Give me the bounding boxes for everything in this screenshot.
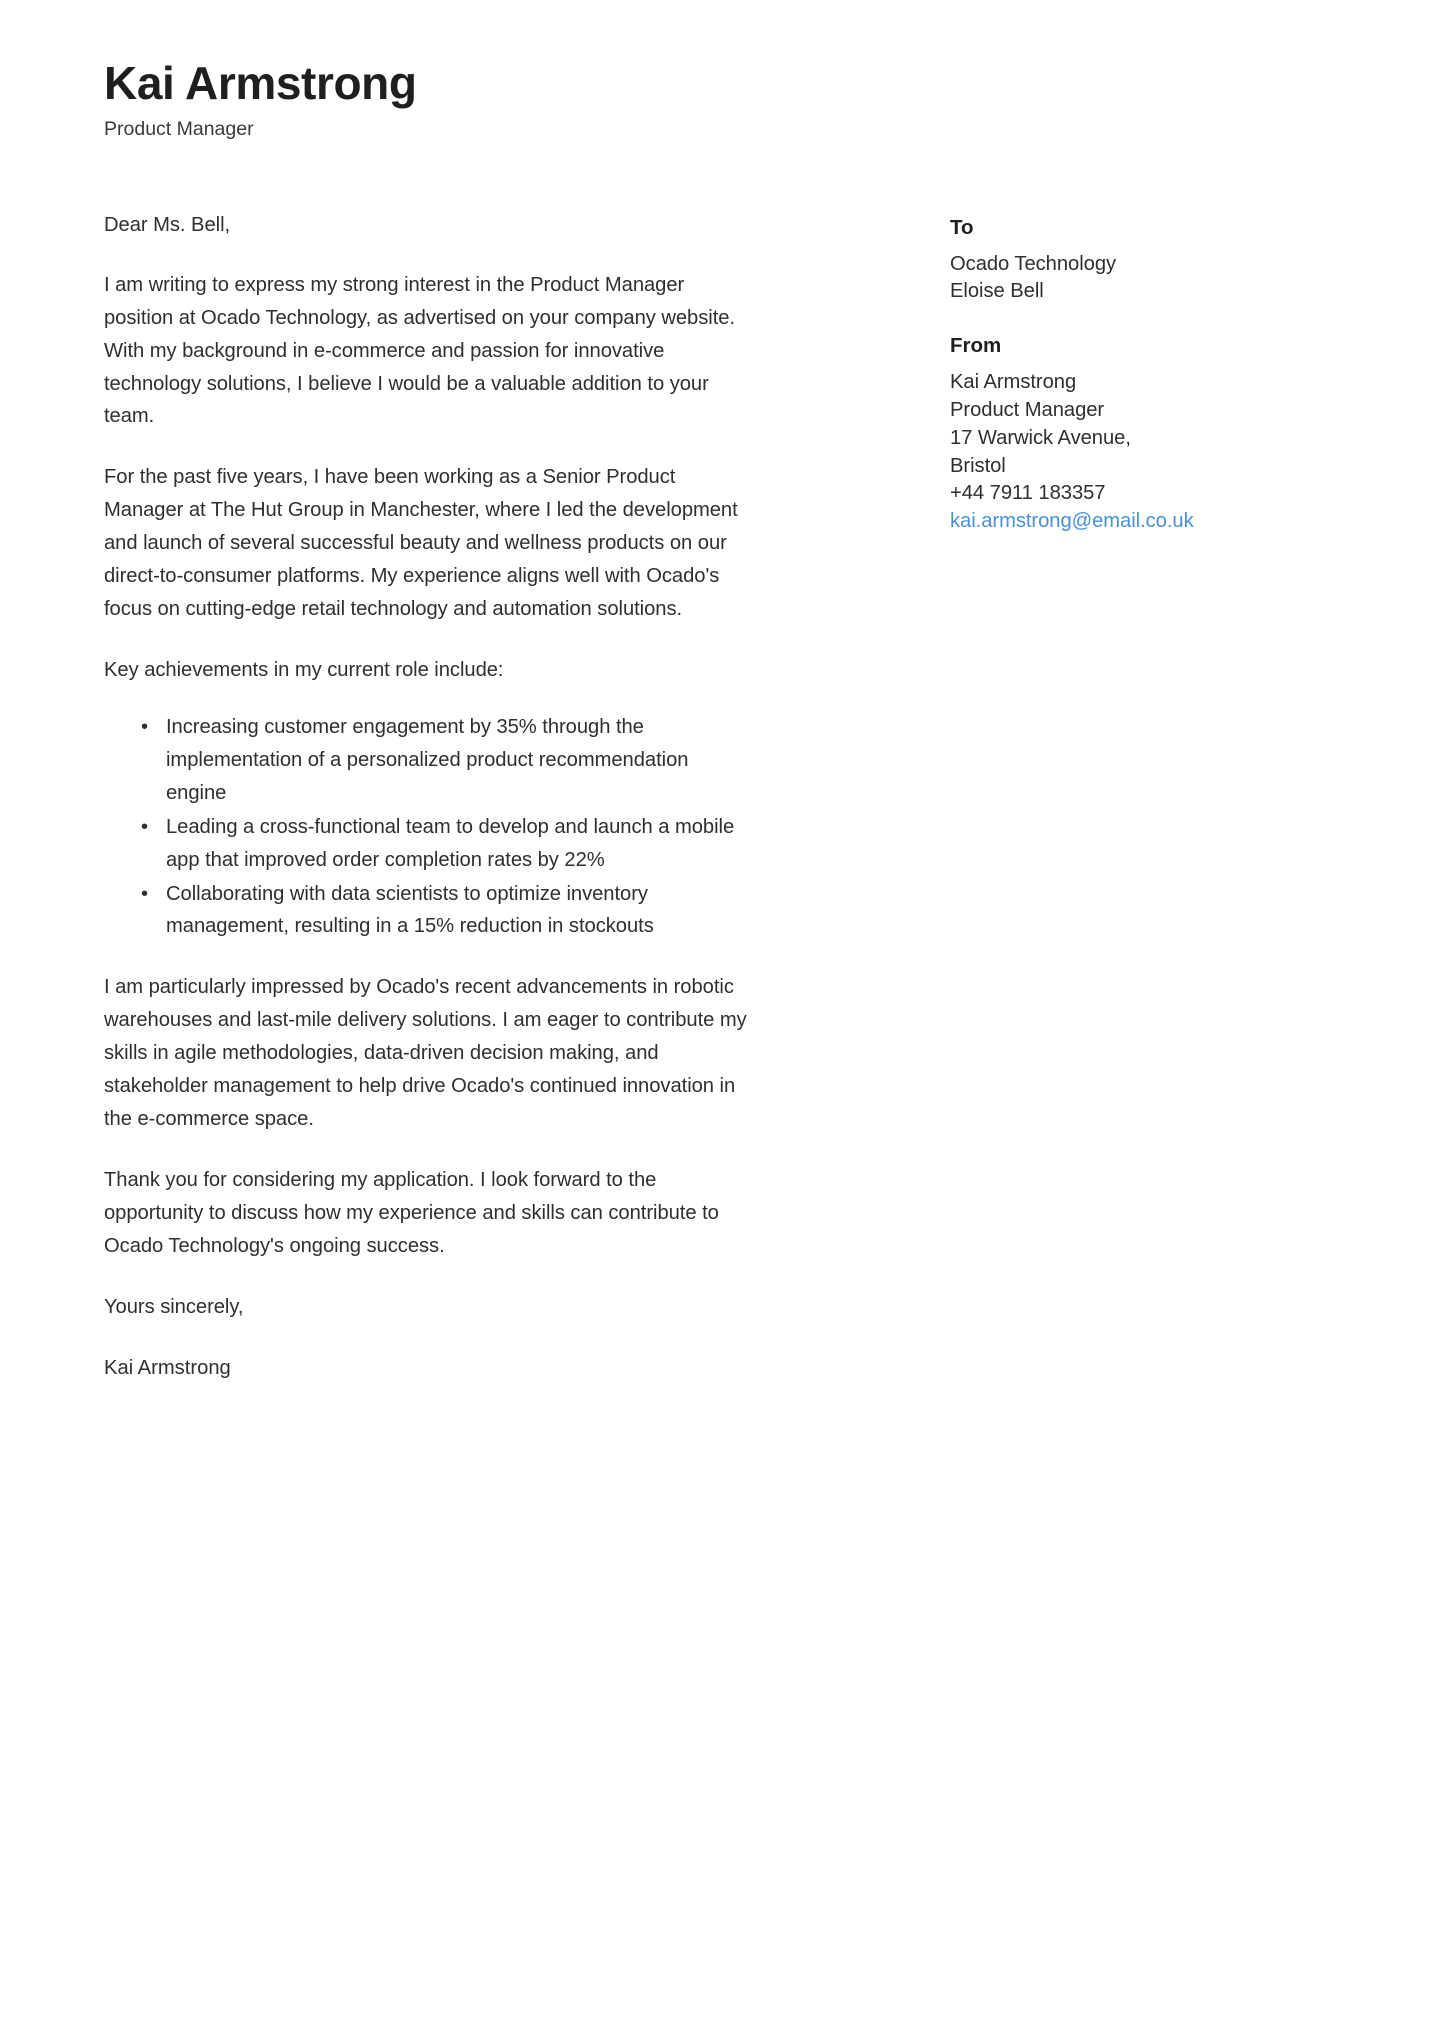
list-item-text: Leading a cross-functional team to develop and launch a mobile app that improved order completion rates by 22% bbox=[166, 815, 735, 871]
achievements-intro: Key achievements in my current role include: bbox=[104, 659, 504, 681]
sender-email-link[interactable]: kai.armstrong@email.co.uk bbox=[950, 510, 1194, 533]
bullet-icon: • bbox=[141, 882, 149, 905]
bullet-icon: • bbox=[141, 815, 149, 838]
sender-heading: From bbox=[950, 334, 1002, 358]
list-item bbox=[135, 878, 749, 944]
paragraph-experience: For the past five years, I have been working as a Senior Product Manager at The Hut Group in Manchester, where I led the development and launch of several successful beauty and wellness products on our direct-to-consumer platforms. My experience aligns well with Ocado's focus on cutting-edge retail technology and automation solutions. bbox=[104, 466, 738, 621]
recipient-company: Ocado Technology bbox=[950, 252, 1117, 275]
paragraph-motivation: I am particularly impressed by Ocado's recent advancements in robotic warehouses and last-mile delivery solutions. I am eager to contribute my skills in agile methodologies, data-driven decision making, and stakeholder management to help drive Ocado's continued innovation in the e-commerce space. bbox=[104, 976, 747, 1131]
header-role: Product Manager bbox=[104, 117, 254, 140]
bullet-icon: • bbox=[141, 715, 149, 738]
list-item-text: Increasing customer engagement by 35% through the implementation of a personalized product recommendation engine bbox=[166, 715, 689, 804]
letter-content bbox=[0, 209, 1440, 1385]
paragraph-intro: I am writing to express my strong interest in the Product Manager position at Ocado Technology, as advertised on your company website. With my background in e-commerce and passion for innovative technology solutions, I believe I would be a valuable addition to your team. bbox=[104, 273, 736, 428]
list-item bbox=[135, 711, 749, 810]
sender-block bbox=[950, 333, 1250, 536]
list-item-text: Collaborating with data scientists to optimize inventory management, resulting in a 15% reduction in stockouts bbox=[166, 882, 654, 938]
page-title: Kai Armstrong bbox=[104, 57, 417, 109]
sender-address-line-2: Bristol bbox=[950, 454, 1006, 477]
closing-salutation: Yours sincerely, bbox=[104, 1295, 244, 1318]
sender-role: Product Manager bbox=[950, 398, 1105, 421]
list-item bbox=[135, 811, 749, 877]
sender-phone: +44 7911 183357 bbox=[950, 482, 1106, 505]
recipient-name: Eloise Bell bbox=[950, 280, 1044, 303]
letter-sidebar bbox=[950, 209, 1250, 563]
salutation: Dear Ms. Bell, bbox=[104, 213, 231, 236]
achievements-list bbox=[104, 711, 749, 943]
paragraph-closing: Thank you for considering my application. I look forward to the opportunity to discuss how my experience and skills can contribute to Ocado Technology's ongoing success. bbox=[104, 1168, 719, 1257]
sender-address-line-1: 17 Warwick Avenue, bbox=[950, 426, 1131, 449]
sender-name: Kai Armstrong bbox=[950, 370, 1077, 393]
letter-header bbox=[0, 0, 1440, 142]
recipient-block bbox=[950, 215, 1250, 306]
signature-name: Kai Armstrong bbox=[104, 1356, 231, 1379]
letter-body-column bbox=[104, 209, 749, 1385]
recipient-heading: To bbox=[950, 215, 974, 239]
